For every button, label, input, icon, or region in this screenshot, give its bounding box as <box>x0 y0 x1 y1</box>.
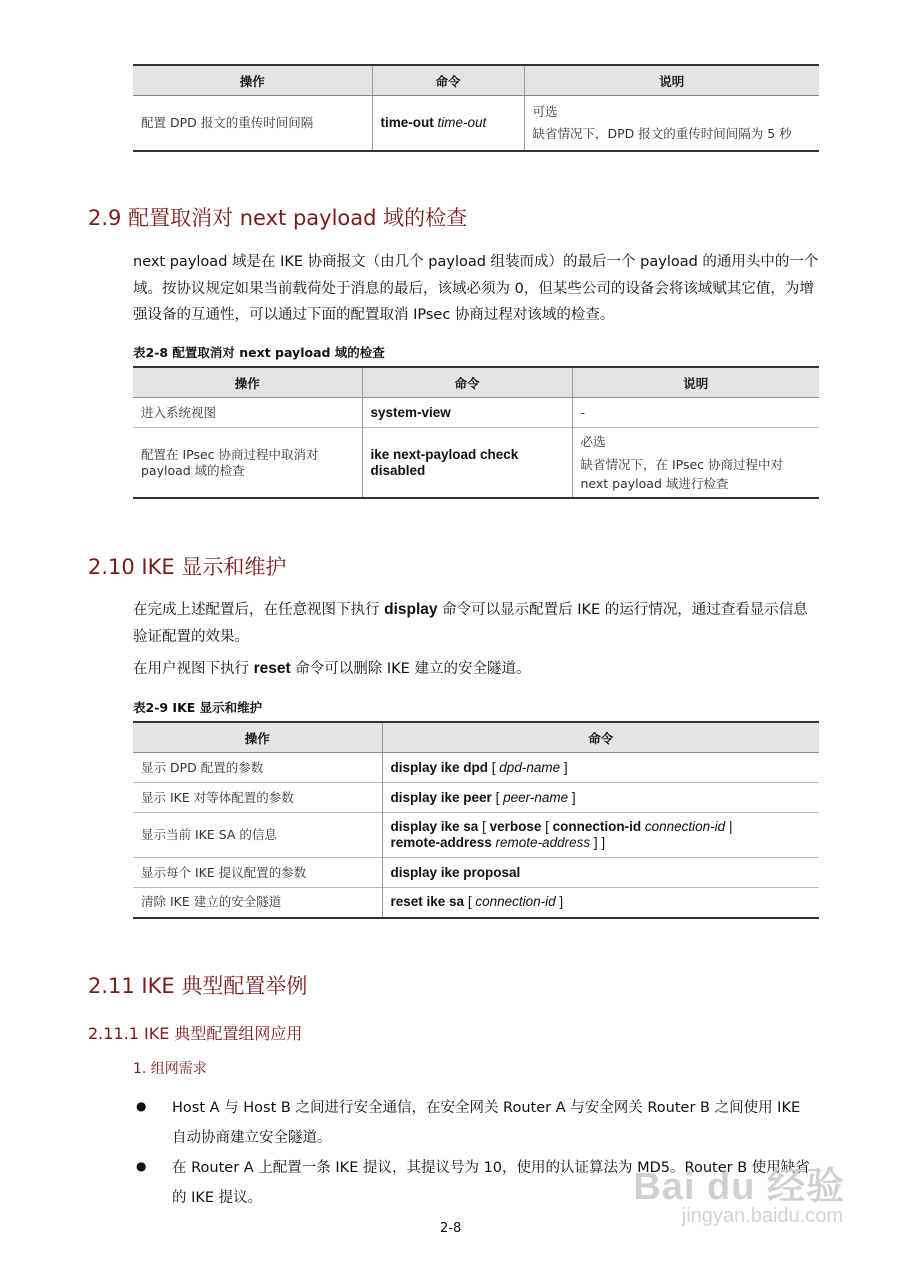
para-text: 在用户视图下执行 <box>133 661 254 677</box>
note-default: 缺省情况下，在 IPsec 协商过程中对 next payload 域进行检查 <box>580 457 784 491</box>
section-2-10-paragraph-2 <box>133 656 819 683</box>
col-header-command: 命令 <box>372 65 524 96</box>
table-row <box>133 783 819 813</box>
command-argument: time-out <box>437 114 487 130</box>
operation-cell: 显示 DPD 配置的参数 <box>133 753 382 783</box>
description-cell <box>524 96 819 151</box>
bracket: [ <box>488 759 500 775</box>
para-text: 命令可以显示配置后 IKE 的运行情况，通过查看显示信息验证配置的效果。 <box>133 602 808 645</box>
page-number: 2-8 <box>440 1221 462 1236</box>
bullet-dot-icon: ● <box>136 1159 147 1173</box>
col-header-description: 说明 <box>524 65 819 96</box>
command-keyword: remote-address <box>390 835 492 850</box>
bracket: [ <box>478 819 490 834</box>
table-2-8-caption: 表2-8 配置取消对 next payload 域的检查 <box>133 345 385 360</box>
section-heading-2-10: 2.10 IKE 显示和维护 <box>88 555 287 579</box>
description-cell <box>572 428 819 499</box>
command-cell <box>382 753 819 783</box>
dpd-timeout-table <box>133 64 819 152</box>
item-heading: 1. 组网需求 <box>133 1061 207 1077</box>
command-cell <box>382 783 819 813</box>
bracket: [ <box>541 819 553 834</box>
command-keyword: connection-id <box>552 819 642 834</box>
table-row <box>133 96 819 151</box>
bracket: [ <box>491 789 504 805</box>
note-optional: 可选 <box>532 103 558 119</box>
table-2-9-caption: 表2-9 IKE 显示和维护 <box>133 700 263 715</box>
bracket: | <box>725 819 733 834</box>
bracket: ] ] <box>590 835 606 850</box>
bracket: ] <box>568 789 576 805</box>
command-cell <box>372 96 524 151</box>
col-header-description: 说明 <box>572 367 819 398</box>
section-2-10-paragraph-1 <box>133 597 819 650</box>
command-keyword: display ike dpd <box>390 759 489 775</box>
command-cell <box>382 813 819 858</box>
bracket: [ <box>464 894 476 910</box>
operation-cell: 配置 DPD 报文的重传时间间隔 <box>133 96 372 151</box>
command-cell: system-view <box>362 398 572 428</box>
operation-cell: 显示 IKE 对等体配置的参数 <box>133 783 382 813</box>
subsection-heading-2-11-1: 2.11.1 IKE 典型配置组网应用 <box>88 1024 303 1043</box>
table-row <box>133 753 819 783</box>
note-required: 必选 <box>580 434 606 449</box>
bullet-item-2: 在 Router A 上配置一条 IKE 提议，其提议号为 10，使用的认证算法为 MD5。Router B 使用缺省的 IKE 提议。 <box>172 1160 810 1206</box>
baidu-jingyan-watermark-logo: Bai du 经验 <box>633 1166 845 1208</box>
command-argument: remote-address <box>491 835 591 850</box>
command-keyword: time-out <box>380 114 434 130</box>
operation-cell: 显示当前 IKE SA 的信息 <box>133 813 382 858</box>
operation-cell: 清除 IKE 建立的安全隧道 <box>133 888 382 918</box>
command-keyword: display ike sa <box>390 819 479 834</box>
watermark-url: jingyan.baidu.com <box>681 1205 843 1227</box>
command-keyword: reset ike sa <box>390 894 465 910</box>
display-keyword: display <box>384 601 438 618</box>
bracket: ] <box>560 759 568 775</box>
para-text: 命令可以删除 IKE 建立的安全隧道。 <box>290 661 531 677</box>
table-row <box>133 813 819 858</box>
table-row <box>133 428 819 499</box>
col-header-command: 命令 <box>382 722 819 753</box>
command-argument: peer-name <box>503 789 569 805</box>
command-argument: connection-id <box>641 819 726 834</box>
description-cell: - <box>572 398 819 428</box>
col-header-operation: 操作 <box>133 65 372 96</box>
note-default: 缺省情况下，DPD 报文的重传时间间隔为 5 秒 <box>532 125 792 141</box>
table-row <box>133 888 819 918</box>
command-keyword: display ike peer <box>390 789 492 805</box>
command-argument: dpd-name <box>499 759 561 775</box>
section-heading-2-11: 2.11 IKE 典型配置举例 <box>88 974 308 998</box>
command-cell: display ike proposal <box>382 858 819 888</box>
operation-cell: 配置在 IPsec 协商过程中取消对 payload 域的检查 <box>133 428 362 499</box>
command-cell: ike next-payload check disabled <box>362 428 572 499</box>
bracket: ] <box>555 894 564 910</box>
command-cell <box>382 888 819 918</box>
section-heading-2-9: 2.9 配置取消对 next payload 域的检查 <box>88 206 468 230</box>
ike-display-table <box>133 721 819 919</box>
col-header-command: 命令 <box>362 367 572 398</box>
operation-cell: 进入系统视图 <box>133 398 362 428</box>
table-row <box>133 858 819 888</box>
reset-keyword: reset <box>253 660 291 677</box>
col-header-operation: 操作 <box>133 367 362 398</box>
section-2-9-paragraph: next payload 域是在 IKE 协商报文（由几个 payload 组装而成）的最后一个 payload 的通用头中的一个域。按协议规定如果当前载荷处于消息的最后，该域必须为 0，但某些公司的设备会将该域赋其它值，为增强设备的互通性，可以通过下面的配置取消 IPsec 协商过程对该域的检查。 <box>133 254 819 323</box>
command-keyword: verbose <box>489 819 542 834</box>
operation-cell: 显示每个 IKE 提议配置的参数 <box>133 858 382 888</box>
command-argument: connection-id <box>475 894 556 910</box>
para-text: 在完成上述配置后，在任意视图下执行 <box>133 602 385 618</box>
bullet-dot-icon: ● <box>136 1099 147 1113</box>
col-header-operation: 操作 <box>133 722 382 753</box>
next-payload-table <box>133 366 819 499</box>
table-row <box>133 398 819 428</box>
bullet-item-1: Host A 与 Host B 之间进行安全通信，在安全网关 Router A 与安全网关 Router B 之间使用 IKE 自动协商建立安全隧道。 <box>172 1100 801 1146</box>
